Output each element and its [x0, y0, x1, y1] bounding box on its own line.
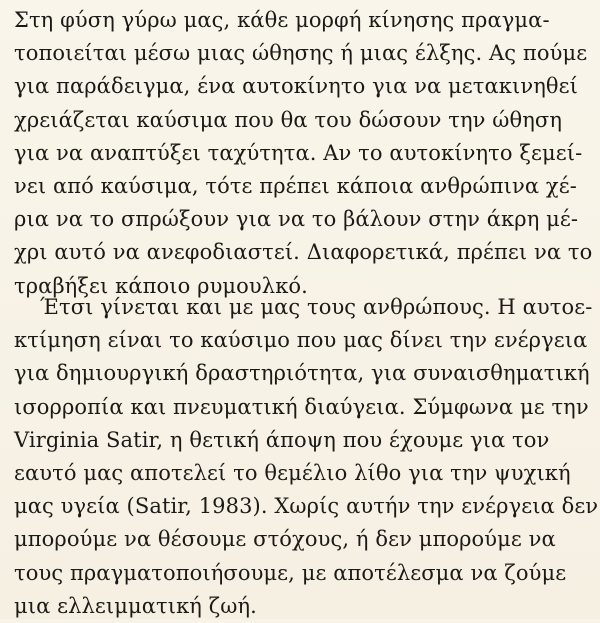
paragraph-line: μας υγεία (Satir, 1983). Χωρίς αυτήν την ενέργεια δεν	[14, 494, 599, 519]
paragraph-line: για δημιουργική δραστηριότητα, για συναισθηματική	[14, 361, 590, 386]
paragraph-2	[14, 291, 599, 623]
paragraph-line: ισορροπία και πνευματική διαύγεια. Σύμφωνα με την	[14, 394, 589, 419]
paragraph-line: ρια να το σπρώξουν για να το βάλουν στην άκρη μέ-	[14, 207, 579, 232]
paragraph-1	[14, 4, 593, 303]
paragraph-line: νει από καύσιμα, τότε πρέπει κάποια ανθρώπινα χέ-	[14, 173, 577, 198]
paragraph-line: Virginia Satir, η θετική άποψη που έχουμε για τον	[14, 427, 550, 452]
paragraph-line: χρι αυτό να ανεφοδιαστεί. Διαφορετικά, πρέπει να το	[14, 240, 593, 265]
paragraph-line: τραβήξει κάποιο ρυμουλκό.	[14, 273, 308, 298]
paragraph-line: για να αναπτύξει ταχύτητα. Αν το αυτοκίνητο ξεμεί-	[14, 140, 583, 165]
paragraph-line: εαυτό μας αποτελεί το θεμέλιο λίθο για την ψυχική	[14, 460, 571, 485]
paragraph-line: Στη φύση γύρω μας, κάθε μορφή κίνησης πραγμα-	[14, 8, 550, 32]
paragraph-line: μπορούμε να θέσουμε στόχους, ή δεν μπορούμε να	[14, 527, 556, 552]
paragraph-line: τοποιείται μέσω μιας ώθησης ή μιας έλξης. Ας πούμε	[14, 41, 588, 66]
paragraph-line: κτίμηση είναι το καύσιμο που μας δίνει την ενέργεια	[14, 328, 588, 353]
paragraph-line: Έτσι γίνεται και με μας τους ανθρώπους. Η αυτοε-	[40, 295, 593, 319]
paragraph-line: για παράδειγμα, ένα αυτοκίνητο για να μετακινηθεί	[14, 74, 578, 99]
paragraph-line: μια ελλειμματική ζωή.	[14, 593, 257, 618]
paragraph-line: τους πραγματοποιήσουμε, με αποτέλεσμα να ζούμε	[14, 560, 567, 585]
paragraph-line: χρειάζεται καύσιμα που θα του δώσουν την ώθηση	[14, 107, 563, 132]
